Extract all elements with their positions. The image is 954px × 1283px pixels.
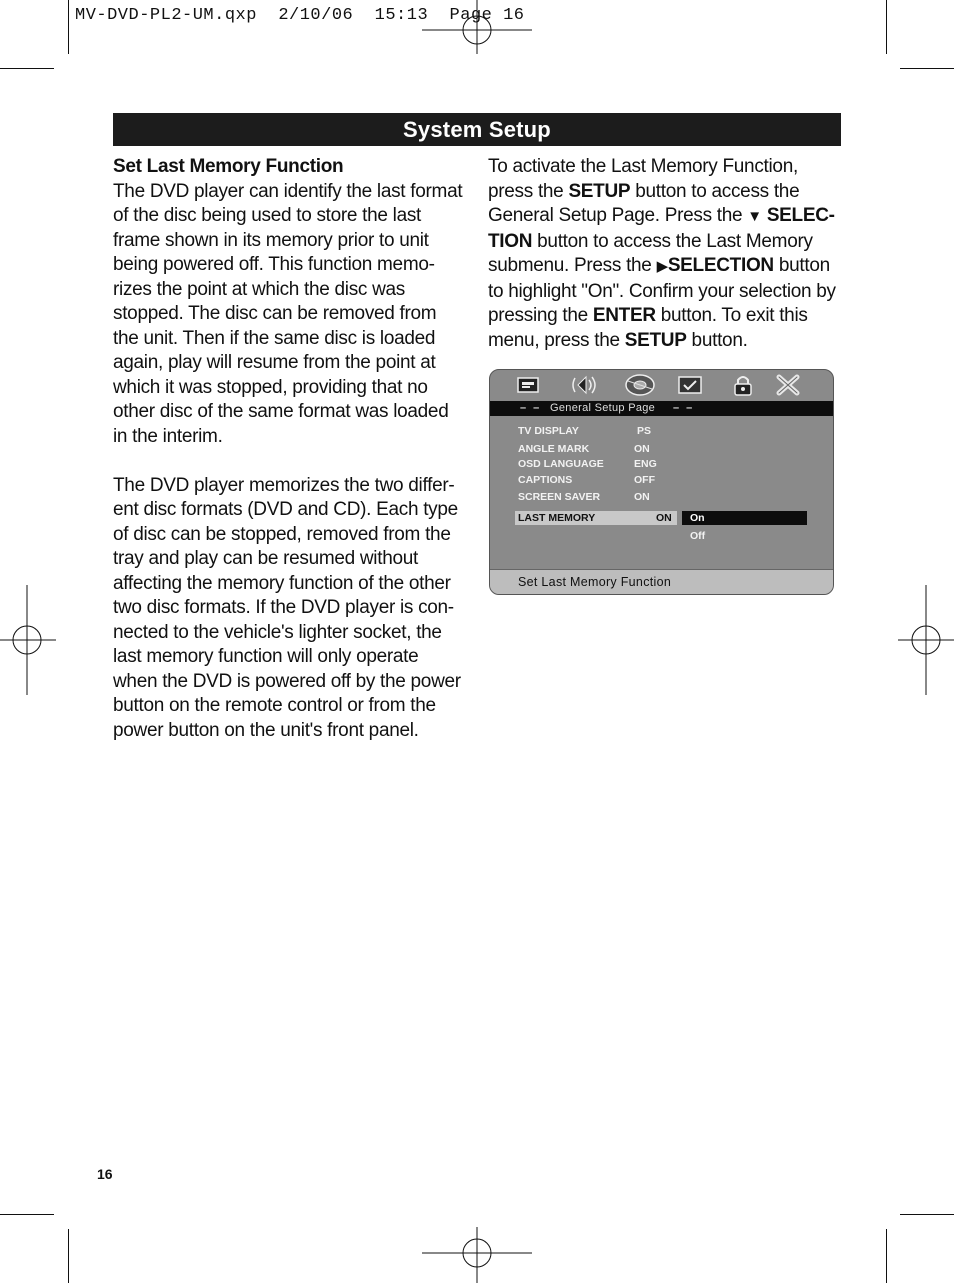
osd-row-value: ON	[634, 491, 650, 503]
osd-row-value: ON	[656, 512, 672, 524]
osd-menu-screenshot	[489, 369, 834, 595]
osd-row-value: ENG	[634, 458, 657, 470]
section-title: System Setup	[113, 113, 841, 146]
crop-mark	[886, 1229, 887, 1283]
crop-mark	[900, 1214, 954, 1215]
osd-option-off[interactable]: Off	[690, 530, 706, 542]
instructions-paragraph: To activate the Last Memory Function, press the SETUP button to access the General Setup Page. Press the ▼ SELEC-TION button to access the Last Memory submenu. Press the ▶SELECTION button to highlight "On". Confirm your selection by pressing the ENTER button. To exit this menu, press the SETUP button.	[488, 156, 836, 351]
osd-row-label[interactable]: SCREEN SAVER	[518, 491, 601, 503]
osd-row-label-selected[interactable]: LAST MEMORY	[518, 512, 596, 524]
crop-mark	[886, 0, 887, 54]
function-heading: Set Last Memory Function	[113, 156, 344, 177]
registration-mark-top	[422, 0, 532, 56]
osd-footer-help: Set Last Memory Function	[490, 569, 833, 594]
registration-mark-right	[898, 585, 954, 695]
audio-setup-icon	[572, 373, 602, 397]
osd-page-bar: – – General Setup Page – –	[490, 401, 833, 416]
setup-keyword: SETUP	[624, 329, 687, 351]
preference-icon	[677, 373, 703, 397]
osd-row-label[interactable]: OSD LANGUAGE	[518, 458, 604, 470]
osd-row-label[interactable]: TV DISPLAY	[518, 425, 579, 437]
crop-mark	[0, 1214, 54, 1215]
file-slug: MV-DVD-PL2-UM.qxp 2/10/06 15:13 Page 16	[75, 6, 525, 25]
selection-keyword: SELECTION	[667, 255, 774, 276]
osd-option-on[interactable]: On	[682, 511, 807, 525]
general-setup-icon	[515, 373, 541, 397]
setup-keyword: SETUP	[568, 180, 631, 202]
registration-mark-bottom	[422, 1227, 532, 1283]
registration-mark-left	[0, 585, 56, 695]
body-paragraph: The DVD player memorizes the two differ-ent disc formats (DVD and CD). Each type of disc can be stopped, removed from the tray and play can be resumed without affecting the memory function of the other two disc formats. If the DVD player is con-nected to the vehicle's lighter socket, the last memory function will only operate when the DVD is powered off by the power button on the remote control or from the power button on the unit's front panel.	[113, 474, 461, 741]
left-column	[113, 155, 465, 743]
osd-row-label[interactable]: ANGLE MARK	[518, 443, 590, 455]
osd-row-value: ON	[634, 443, 650, 455]
right-column	[488, 155, 840, 353]
crop-mark	[0, 68, 54, 69]
selection-keyword: SELEC-TION	[488, 205, 835, 252]
crop-mark	[900, 68, 954, 69]
osd-row-label[interactable]: CAPTIONS	[518, 474, 573, 486]
password-lock-icon	[730, 373, 756, 397]
crop-mark	[68, 1229, 69, 1283]
page-number: 16	[97, 1166, 113, 1182]
osd-row-value: PS	[637, 425, 652, 437]
osd-icon-bar	[490, 370, 833, 401]
video-setup-icon	[624, 373, 656, 397]
exit-icon	[775, 373, 801, 397]
enter-keyword: ENTER	[592, 305, 656, 326]
crop-mark	[68, 0, 69, 54]
osd-row-value: OFF	[634, 474, 655, 486]
right-arrow-icon: ▶	[656, 258, 668, 275]
osd-page-title: General Setup Page	[550, 402, 656, 414]
down-arrow-icon: ▼	[747, 208, 762, 225]
body-paragraph: The DVD player can identify the last format of the disc being used to store the last frame shown in its memory prior to unit being powered off. This function memo-rizes the point at which the disc was stopped. The disc can be removed from the unit. Then if the same disc is loaded again, play will resume from the point at which it was stopped, providing that no other disc of the same format was loaded in the interim.	[113, 180, 463, 447]
